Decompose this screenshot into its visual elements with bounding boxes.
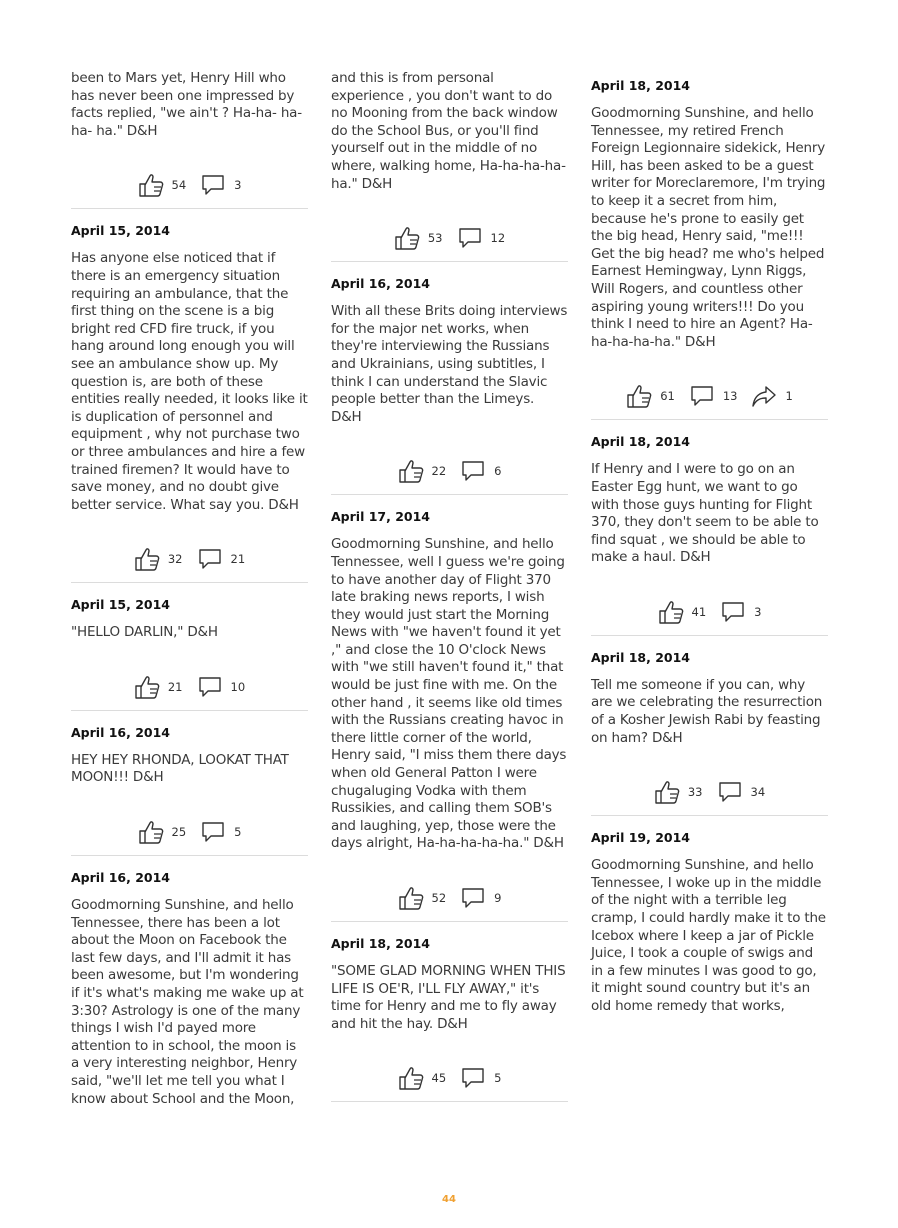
share-icon[interactable] — [751, 383, 777, 409]
post-text: "SOME GLAD MORNING WHEN THIS LIFE IS OE'R, I'LL FLY AWAY," it's time for Henry and me to fly away and hit the hay. D&H — [331, 963, 566, 1032]
like-icon[interactable] — [138, 819, 164, 845]
post-text: With all these Brits doing interviews for the major net works, when they're interviewing the Russians and Ukrainians, using subtitles, I think I can understand the Slavic people better than the Limeys. D&H — [331, 303, 568, 425]
comment-count: 9 — [494, 891, 502, 905]
reactions-bar — [71, 817, 308, 847]
post-text: "HELLO DARLIN," D&H — [71, 624, 218, 641]
post — [71, 870, 308, 1116]
like-count: 33 — [687, 785, 703, 800]
post-text: HEY HEY RHONDA, LOOKAT THAT MOON!!! D&H — [71, 751, 289, 786]
comment-icon[interactable] — [717, 779, 743, 805]
like-count: 32 — [167, 552, 183, 567]
like-count: 61 — [660, 389, 675, 404]
reactions-bar — [71, 544, 308, 574]
post-date: April 18, 2014 — [591, 78, 690, 93]
post-text: Goodmorning Sunshine, and hello Tennessee, my retired French Foreign Legionnaire sidekick, Henry Hill, has been asked to be a guest writer for Moreclaremore, I'm trying to keep it a secret from him, because he's prone to easily get the big head, Henry said, "me!!! Get the big head? me who's helped Earnest Hemingway, Lynn Riggs, Will Rogers, and countless other aspiring young writers!!! Do you think I need to hire an Agent? Ha-ha-ha-ha-ha." D&H — [591, 105, 826, 350]
like-count: 25 — [171, 825, 187, 840]
post — [71, 597, 308, 711]
reactions-bar — [591, 597, 828, 627]
comment-icon[interactable] — [460, 1065, 486, 1091]
comment-icon[interactable] — [200, 172, 226, 198]
reactions-bar — [591, 381, 828, 411]
post-date: April 16, 2014 — [331, 276, 430, 292]
post-date: April 15, 2014 — [71, 223, 170, 239]
column-3 — [591, 70, 828, 1038]
reactions-bar — [71, 170, 308, 200]
comment-count: 5 — [494, 1071, 502, 1086]
like-icon[interactable] — [654, 779, 680, 805]
like-count: 45 — [431, 1071, 447, 1086]
like-icon[interactable] — [398, 1065, 424, 1091]
like-icon[interactable] — [394, 225, 420, 251]
comment-count: 12 — [490, 231, 506, 246]
post — [331, 509, 568, 922]
column-1 — [71, 70, 308, 1130]
reactions-bar — [331, 223, 568, 253]
like-icon[interactable] — [138, 172, 164, 198]
column-2 — [331, 70, 568, 1116]
like-count: 53 — [427, 231, 443, 246]
comment-icon[interactable] — [200, 819, 226, 845]
post-text: Has anyone else noticed that if there is an emergency situation requiring an ambulance, that the first thing on the scene is a big bright red CFD fire truck, if you hang around long enough you will see an ambulance show up. My question is, are both of these entities really needed, it looks like it is duplication of personnel and equipment , why not purchase two or three ambulances and hire a few trained firemen? It would have to save money, and no doubt give better service. What say you. D&H — [71, 250, 308, 513]
like-icon[interactable] — [134, 546, 160, 572]
like-count: 22 — [431, 464, 447, 479]
post-text: If Henry and I were to go on an Easter Egg hunt, we want to go with those guys hunting for Flight 370, they don't seem to be able to find squat , we should be able to make a haul. D&H — [591, 461, 819, 566]
post-text: Goodmorning Sunshine, and hello Tennessee, there has been a lot about the Moon on Facebook the last few days, and I'll admit it has been awesome, but I'm wondering if it's what's making me wake up at 3:30? Astrology is one of the many things I wish I'd payed more attention to in school, the moon is a very interesting neighbor, Henry said, "we'll let me tell you what I know about School and the Moon, — [71, 897, 304, 1107]
post-text: and this is from personal experience , you don't want to do no Mooning from the back window do the School Bus, or you'll find yourself out in the middle of no where, walking home, Ha-ha-ha-ha-ha." D&H — [331, 70, 566, 192]
like-icon[interactable] — [398, 458, 424, 484]
post — [591, 434, 828, 636]
comment-count: 13 — [722, 389, 738, 404]
post-date: April 16, 2014 — [71, 870, 170, 886]
like-count: 41 — [691, 604, 707, 619]
reactions-bar — [591, 777, 828, 807]
comment-count: 3 — [754, 604, 762, 619]
reactions-bar — [331, 883, 568, 913]
reactions-bar — [331, 456, 568, 486]
share-count: 1 — [785, 389, 793, 404]
like-icon[interactable] — [134, 674, 160, 700]
post-date: April 15, 2014 — [71, 597, 170, 613]
post-date: April 16, 2014 — [71, 724, 170, 740]
like-icon[interactable] — [658, 599, 684, 625]
post — [71, 223, 308, 583]
post — [591, 830, 828, 1023]
post — [71, 70, 308, 209]
post — [331, 276, 568, 495]
like-icon[interactable] — [626, 383, 652, 409]
post-date: April 17, 2014 — [331, 509, 430, 525]
post-text: Tell me someone if you can, why are we celebrating the resurrection of a Kosher Jewish Rabi by feasting on ham? D&H — [591, 676, 823, 746]
comment-count: 5 — [234, 825, 242, 840]
comment-count: 3 — [234, 178, 242, 193]
comment-icon[interactable] — [197, 546, 223, 572]
post — [591, 78, 828, 420]
post-date: April 18, 2014 — [591, 434, 690, 450]
like-count: 54 — [171, 178, 187, 193]
post — [331, 70, 568, 262]
reactions-bar — [71, 672, 308, 702]
like-count: 52 — [431, 891, 447, 905]
post-text: Goodmorning Sunshine, and hello Tennessee, I woke up in the middle of the night with a terrible leg cramp, I could hardly make it to the Icebox where I keep a jar of Pickle Juice, I took a couple of swigs and in a few minutes I was good to go, it might sound country but it's an old home remedy that works, — [591, 857, 826, 1014]
comment-icon[interactable] — [460, 885, 486, 911]
comment-icon[interactable] — [457, 225, 483, 251]
like-count: 21 — [167, 679, 183, 694]
post — [71, 725, 308, 856]
comment-count: 6 — [494, 464, 502, 479]
post — [591, 650, 828, 816]
comment-icon[interactable] — [197, 674, 223, 700]
comment-count: 34 — [750, 785, 766, 800]
post — [331, 936, 568, 1102]
post-date: April 19, 2014 — [591, 830, 690, 846]
reactions-bar — [331, 1063, 568, 1093]
comment-count: 21 — [230, 552, 246, 567]
post-text: been to Mars yet, Henry Hill who has never been one impressed by facts replied, "we ain't ? Ha-ha- ha- ha- ha." D&H — [71, 70, 302, 139]
page-number: 44 — [442, 1194, 456, 1205]
post-date: April 18, 2014 — [331, 936, 430, 951]
comment-icon[interactable] — [720, 599, 746, 625]
like-icon[interactable] — [398, 885, 424, 911]
comment-icon[interactable] — [460, 458, 486, 484]
post-date: April 18, 2014 — [591, 649, 690, 665]
comment-count: 10 — [230, 679, 246, 694]
comment-icon[interactable] — [689, 383, 715, 409]
post-text: Goodmorning Sunshine, and hello Tennessee, well I guess we're going to have another day of Flight 370 late braking news reports, I wish they would just start the Morning News with "we haven't found it yet ," and close the 10 O'clock News with "we still haven't found it," that would be just fine with me. On the other hand , it seems like old times with the Russians creating havoc in there little corner of the world, Henry said, "I miss them there days when old General Patton I were chugaluging Vodka with them Russikies, and calling them SOB's and laughing, yep, those were the days alright, Ha-ha-ha-ha-ha." D&H — [331, 536, 567, 852]
